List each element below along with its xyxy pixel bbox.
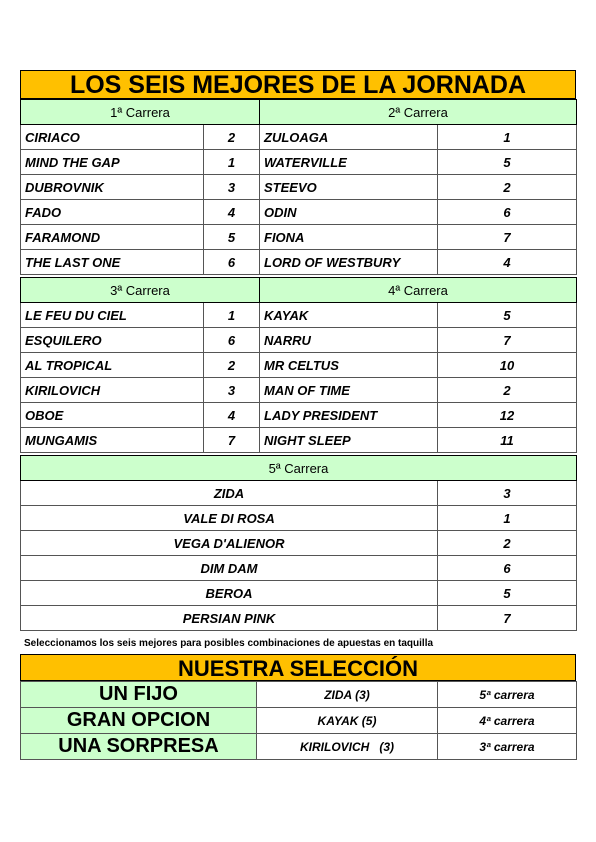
race-2-number: 7 bbox=[438, 225, 577, 250]
table-row bbox=[21, 225, 577, 250]
race-3-number: 1 bbox=[204, 303, 260, 328]
race-5-number: 2 bbox=[438, 531, 577, 556]
race-5-horse: ZIDA bbox=[21, 481, 438, 506]
table-row bbox=[21, 581, 577, 606]
race-1-horse: FADO bbox=[21, 200, 204, 225]
race-3-number: 7 bbox=[204, 428, 260, 453]
selection-title: NUESTRA SELECCIÓN bbox=[20, 654, 576, 681]
race-1-horse: DUBROVNIK bbox=[21, 175, 204, 200]
table-row bbox=[21, 175, 577, 200]
race-4-number: 2 bbox=[438, 378, 577, 403]
race-2-number: 5 bbox=[438, 150, 577, 175]
table-row bbox=[21, 682, 577, 708]
race-1-horse: THE LAST ONE bbox=[21, 250, 204, 275]
table-row bbox=[21, 353, 577, 378]
races-1-2-table bbox=[20, 99, 577, 275]
race-3-horse: OBOE bbox=[21, 403, 204, 428]
race-1-horse: CIRIACO bbox=[21, 125, 204, 150]
table-row bbox=[21, 606, 577, 631]
race-5-number: 1 bbox=[438, 506, 577, 531]
race-1-number: 3 bbox=[204, 175, 260, 200]
race-5-horse: PERSIAN PINK bbox=[21, 606, 438, 631]
race-5-number: 6 bbox=[438, 556, 577, 581]
race-2-number: 4 bbox=[438, 250, 577, 275]
race-3-number: 3 bbox=[204, 378, 260, 403]
race-5-horse: VEGA D'ALIENOR bbox=[21, 531, 438, 556]
race-4-header: 4ª Carrera bbox=[260, 278, 577, 303]
table-row bbox=[21, 200, 577, 225]
race-2-number: 6 bbox=[438, 200, 577, 225]
table-row bbox=[21, 378, 577, 403]
selection-race: 5ª carrera bbox=[438, 682, 577, 708]
race-4-number: 12 bbox=[438, 403, 577, 428]
race-1-number: 1 bbox=[204, 150, 260, 175]
table-row bbox=[21, 481, 577, 506]
race-1-number: 5 bbox=[204, 225, 260, 250]
selection-label: UN FIJO bbox=[21, 682, 257, 708]
race-4-horse: MAN OF TIME bbox=[260, 378, 438, 403]
selection-race: 3ª carrera bbox=[438, 734, 577, 760]
race-2-horse: WATERVILLE bbox=[260, 150, 438, 175]
table-row bbox=[21, 506, 577, 531]
table-row bbox=[21, 734, 577, 760]
table-row bbox=[21, 250, 577, 275]
race-3-horse: ESQUILERO bbox=[21, 328, 204, 353]
races-3-4-table bbox=[20, 277, 577, 453]
table-row bbox=[21, 403, 577, 428]
race-1-number: 6 bbox=[204, 250, 260, 275]
table-row bbox=[21, 150, 577, 175]
race-5-number: 5 bbox=[438, 581, 577, 606]
race-4-horse: KAYAK bbox=[260, 303, 438, 328]
race-3-horse: MUNGAMIS bbox=[21, 428, 204, 453]
race-2-horse: STEEVO bbox=[260, 175, 438, 200]
race-5-number: 7 bbox=[438, 606, 577, 631]
selection-note: Seleccionamos los seis mejores para posibles combinaciones de apuestas en taquilla bbox=[24, 638, 434, 649]
race-3-number: 6 bbox=[204, 328, 260, 353]
race-4-horse: MR CELTUS bbox=[260, 353, 438, 378]
race-5-header: 5ª Carrera bbox=[21, 456, 577, 481]
table-row bbox=[21, 328, 577, 353]
race-4-number: 11 bbox=[438, 428, 577, 453]
race-4-number: 7 bbox=[438, 328, 577, 353]
race-5-table bbox=[20, 455, 577, 631]
race-3-horse: AL TROPICAL bbox=[21, 353, 204, 378]
race-1-number: 4 bbox=[204, 200, 260, 225]
race-5-horse: DIM DAM bbox=[21, 556, 438, 581]
race-3-header: 3ª Carrera bbox=[21, 278, 260, 303]
race-3-number: 2 bbox=[204, 353, 260, 378]
race-4-number: 10 bbox=[438, 353, 577, 378]
race-3-number: 4 bbox=[204, 403, 260, 428]
race-5-number: 3 bbox=[438, 481, 577, 506]
race-4-horse: NIGHT SLEEP bbox=[260, 428, 438, 453]
race-5-horse: BEROA bbox=[21, 581, 438, 606]
race-1-number: 2 bbox=[204, 125, 260, 150]
race-4-horse: NARRU bbox=[260, 328, 438, 353]
race-2-horse: ZULOAGA bbox=[260, 125, 438, 150]
selection-label: GRAN OPCION bbox=[21, 708, 257, 734]
selection-label: UNA SORPRESA bbox=[21, 734, 257, 760]
selection-race: 4ª carrera bbox=[438, 708, 577, 734]
race-2-number: 2 bbox=[438, 175, 577, 200]
selection-pick: KAYAK (5) bbox=[257, 708, 438, 734]
race-2-header: 2ª Carrera bbox=[260, 100, 577, 125]
table-row bbox=[21, 303, 577, 328]
race-3-horse: LE FEU DU CIEL bbox=[21, 303, 204, 328]
table-row bbox=[21, 125, 577, 150]
race-3-horse: KIRILOVICH bbox=[21, 378, 204, 403]
table-row bbox=[21, 556, 577, 581]
race-2-number: 1 bbox=[438, 125, 577, 150]
race-1-horse: FARAMOND bbox=[21, 225, 204, 250]
race-5-horse: VALE DI ROSA bbox=[21, 506, 438, 531]
selection-pick: ZIDA (3) bbox=[257, 682, 438, 708]
race-1-header: 1ª Carrera bbox=[21, 100, 260, 125]
page-title: LOS SEIS MEJORES DE LA JORNADA bbox=[20, 70, 576, 99]
race-4-horse: LADY PRESIDENT bbox=[260, 403, 438, 428]
race-2-horse: FIONA bbox=[260, 225, 438, 250]
race-2-horse: ODIN bbox=[260, 200, 438, 225]
selection-pick: KIRILOVICH (3) bbox=[257, 734, 438, 760]
selection-table bbox=[20, 681, 577, 760]
table-row bbox=[21, 428, 577, 453]
table-row bbox=[21, 708, 577, 734]
race-2-horse: LORD OF WESTBURY bbox=[260, 250, 438, 275]
race-1-horse: MIND THE GAP bbox=[21, 150, 204, 175]
table-row bbox=[21, 531, 577, 556]
race-4-number: 5 bbox=[438, 303, 577, 328]
